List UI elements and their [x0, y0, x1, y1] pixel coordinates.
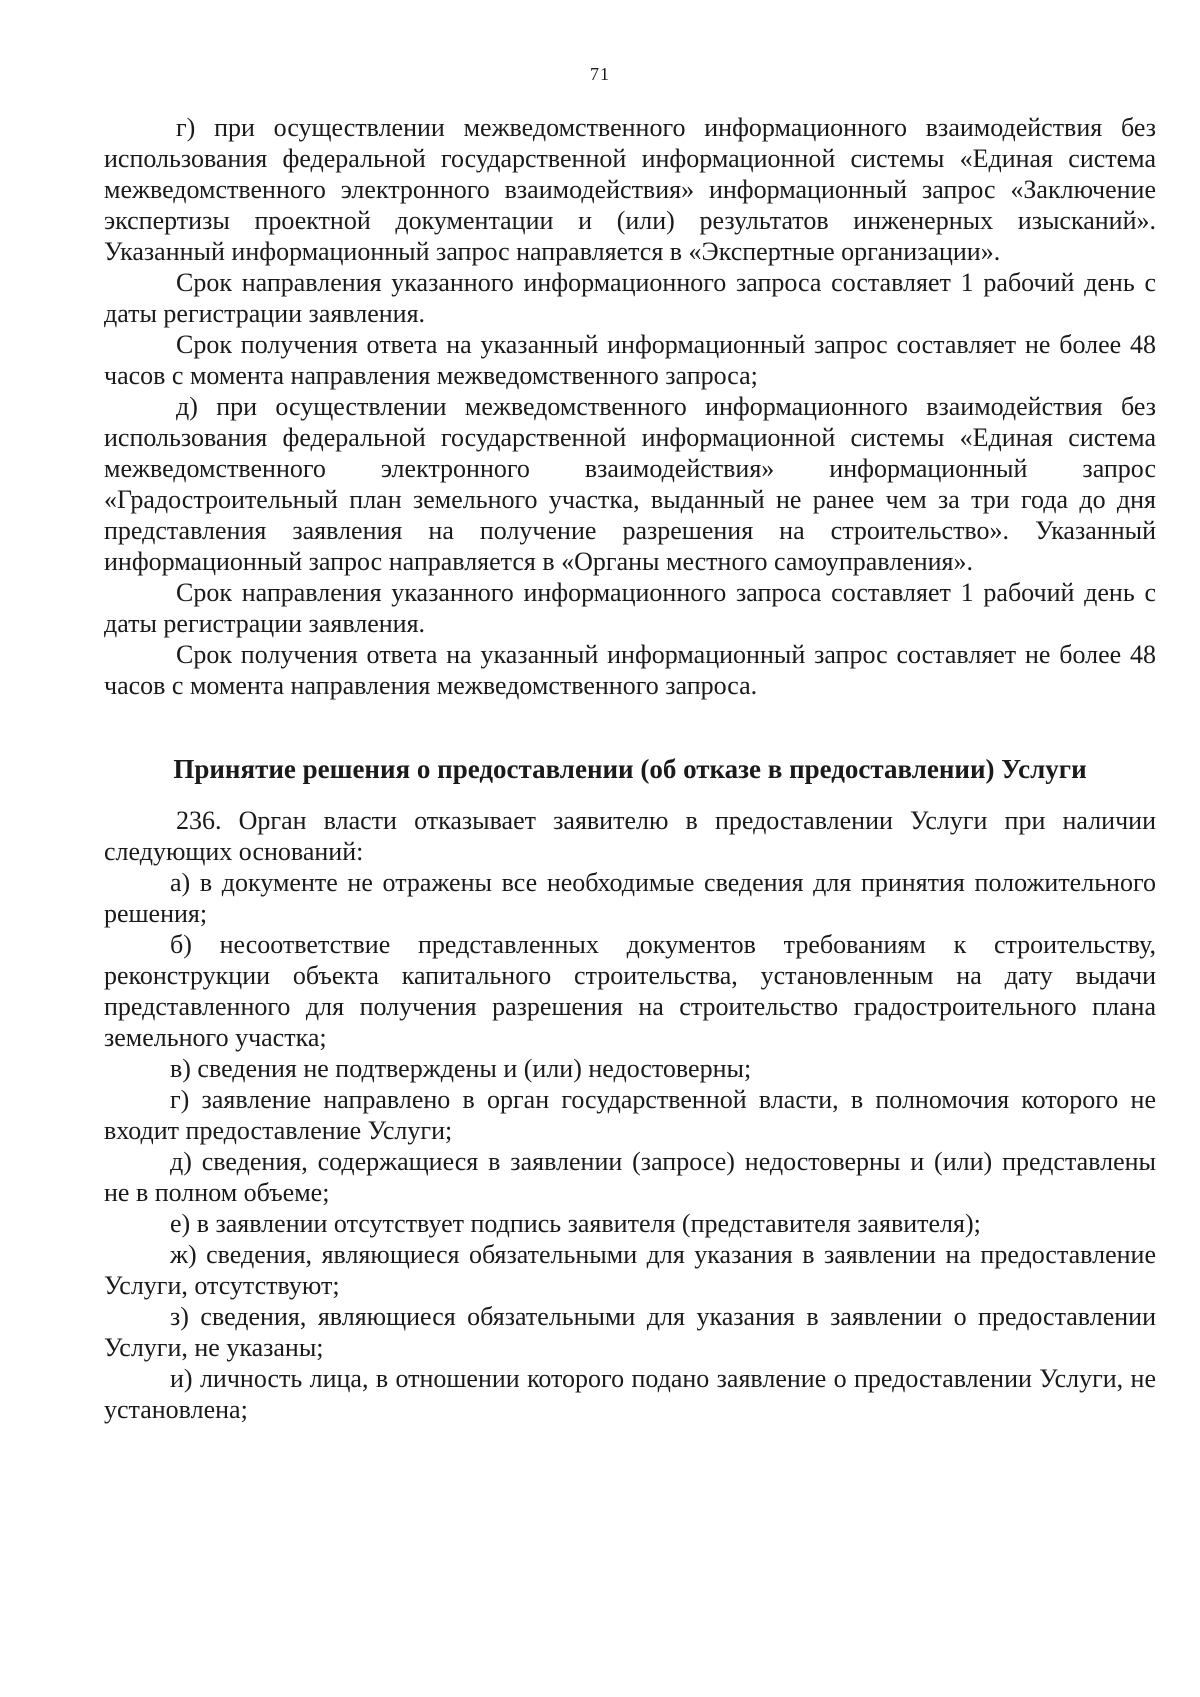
- paragraph-response-deadline: Срок получения ответа на указанный информационный запрос составляет не более 48 часов с момента направления межведомственного запроса;: [104, 330, 1156, 390]
- list-item-refusal-ground: г) заявление направлено в орган государственной власти, в полномочия которого не входит предоставление Услуги;: [104, 1085, 1156, 1145]
- list-item-refusal-ground: а) в документе не отражены все необходимые сведения для принятия положительного решения;: [104, 868, 1156, 928]
- list-item-refusal-ground: ж) сведения, являющиеся обязательными для указания в заявлении на предоставление Услуги, отсутствуют;: [104, 1240, 1156, 1300]
- page-number: 71: [590, 64, 610, 84]
- paragraph-response-deadline: Срок получения ответа на указанный информационный запрос составляет не более 48 часов с момента направления межведомственного запроса.: [104, 640, 1156, 700]
- paragraph-236-intro: 236. Орган власти отказывает заявителю в предоставлении Услуги при наличии следующих оснований:: [104, 806, 1156, 866]
- paragraph-interagency-request-d: д) при осуществлении межведомственного информационного взаимодействия без использования федеральной государственной информационной системы «Единая система межведомственного электронного взаимодействия» информационный запрос «Градостроительный план земельного участка, выданный не ранее чем за три года до дня представления заявления на получение разрешения на строительство». Указанный информационный запрос направляется в «Органы местного самоуправления».: [104, 392, 1156, 576]
- list-item-refusal-ground: з) сведения, являющиеся обязательными для указания в заявлении о предоставлении Услуги, не указаны;: [104, 1302, 1156, 1362]
- paragraph-request-send-deadline: Срок направления указанного информационного запроса составляет 1 рабочий день с даты регистрации заявления.: [104, 268, 1156, 328]
- list-item-refusal-ground: б) несоответствие представленных документов требованиям к строительству, реконструкции объекта капитального строительства, установленным на дату выдачи представленного для получения разрешения на строительство градостроительного плана земельного участка;: [104, 930, 1156, 1052]
- list-item-refusal-ground: е) в заявлении отсутствует подпись заявителя (представителя заявителя);: [170, 1209, 981, 1238]
- list-item-refusal-ground: и) личность лица, в отношении которого подано заявление о предоставлении Услуги, не установлена;: [104, 1364, 1156, 1424]
- list-item-refusal-ground: д) сведения, содержащиеся в заявлении (запросе) недостоверны и (или) представлены не в полном объеме;: [104, 1147, 1156, 1207]
- page-content: [104, 112, 1156, 1425]
- section-heading: Принятие решения о предоставлении (об отказе в предоставлении) Услуги: [173, 754, 1087, 784]
- list-item-refusal-ground: в) сведения не подтверждены и (или) недостоверны;: [170, 1054, 752, 1083]
- paragraph-request-send-deadline: Срок направления указанного информационного запроса составляет 1 рабочий день с даты регистрации заявления.: [104, 578, 1156, 638]
- paragraph-interagency-request-g: г) при осуществлении межведомственного информационного взаимодействия без использования федеральной государственной информационной системы «Единая система межведомственного электронного взаимодействия» информационный запрос «Заключение экспертизы проектной документации и (или) результатов инженерных изысканий». Указанный информационный запрос направляется в «Экспертные организации».: [104, 113, 1156, 266]
